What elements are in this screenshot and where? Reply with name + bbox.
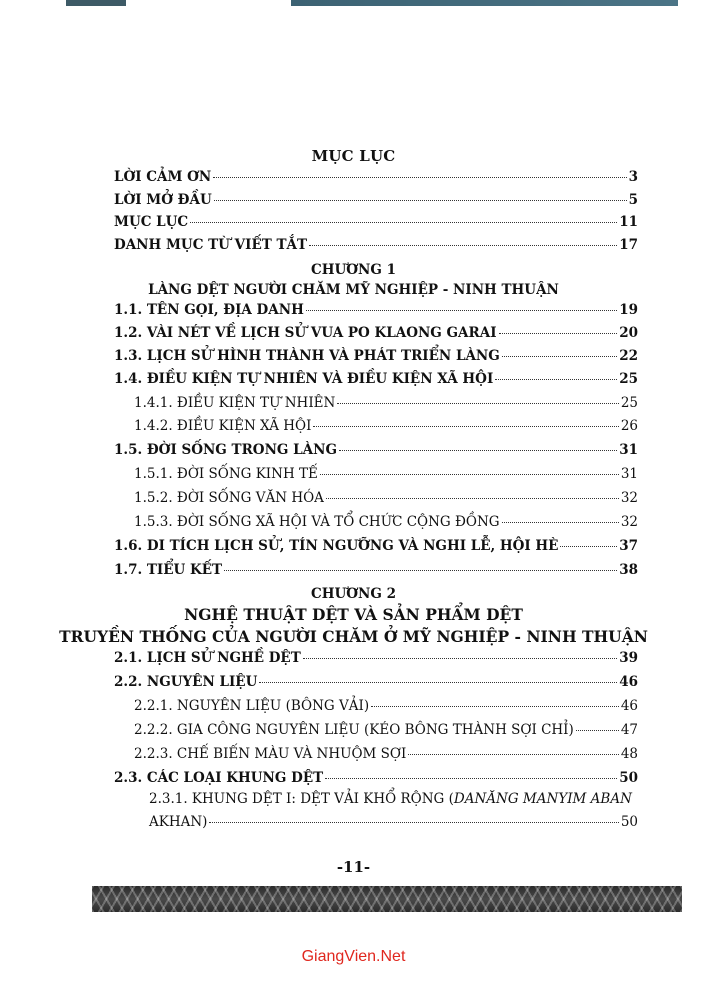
- dot-leader: [259, 682, 617, 683]
- toc-entry-1-1[interactable]: [114, 302, 638, 324]
- toc-entry-page: 37: [619, 538, 638, 554]
- toc-entry-page: 22: [619, 348, 638, 364]
- toc-entry-1-5[interactable]: [114, 442, 638, 464]
- toc-entry-page: 25: [619, 371, 638, 387]
- toc-entry-label: 1.5. ĐỜI SỐNG TRONG LÀNG: [114, 442, 337, 458]
- toc-entry-loi-mo-dau[interactable]: [114, 192, 638, 214]
- dot-leader: [313, 426, 618, 427]
- toc-entry-2-2-1[interactable]: [134, 698, 638, 720]
- chapter-1-heading: CHƯƠNG 1: [311, 262, 396, 278]
- toc-entry-1-4[interactable]: [114, 371, 638, 393]
- toc-entry-page: 50: [619, 770, 638, 786]
- page-number: -11-: [336, 858, 371, 876]
- toc-entry-page: 32: [620, 490, 638, 506]
- toc-entry-label: 1.1. TÊN GỌI, ĐỊA DANH: [114, 302, 304, 318]
- dot-leader: [325, 778, 617, 779]
- toc-entry-label: LỜI CẢM ƠN: [114, 169, 212, 185]
- footer-woven-pattern-band: [92, 886, 682, 912]
- toc-entry-page: 3: [628, 169, 638, 185]
- dot-leader: [213, 177, 626, 178]
- dot-leader: [303, 658, 617, 659]
- chapter-2-heading: CHƯƠNG 2: [311, 586, 396, 602]
- toc-entry-label: 2.1. LỊCH SỬ NGHỀ DỆT: [114, 650, 301, 666]
- toc-entry-page: 39: [619, 650, 638, 666]
- toc-entry-label: 1.5.2. ĐỜI SỐNG VĂN HÓA: [134, 490, 324, 506]
- dot-leader: [576, 730, 619, 731]
- dot-leader: [337, 403, 618, 404]
- toc-entry-label: 2.2.1. NGUYÊN LIỆU (BÔNG VẢI): [134, 698, 370, 714]
- toc-entry-2-3[interactable]: [114, 770, 638, 792]
- toc-entry-label: 1.3. LỊCH SỬ HÌNH THÀNH VÀ PHÁT TRIỂN LÀNG: [114, 348, 500, 364]
- toc-entry-2-2[interactable]: [114, 674, 638, 696]
- dot-leader: [209, 822, 618, 823]
- toc-entry-2-3-1-line1[interactable]: [149, 791, 632, 807]
- toc-entry-label-italic: DANĂNG MANYIM ABAN: [453, 791, 632, 807]
- toc-entry-2-2-2[interactable]: [134, 722, 638, 744]
- toc-entry-1-4-1[interactable]: [134, 395, 638, 417]
- toc-entry-label: 1.5.3. ĐỜI SỐNG XÃ HỘI VÀ TỔ CHỨC CỘNG ĐỒNG: [134, 514, 500, 530]
- toc-entry-label: 1.6. DI TÍCH LỊCH SỬ, TÍN NGƯỠNG VÀ NGHI LỄ, HỘI HÈ: [114, 538, 559, 554]
- dot-leader: [339, 450, 617, 451]
- toc-entry-page: 19: [619, 302, 638, 318]
- dot-leader: [499, 333, 618, 334]
- toc-entry-label: 2.3. CÁC LOẠI KHUNG DỆT: [114, 770, 324, 786]
- dot-leader: [190, 222, 617, 223]
- toc-entry-label: 2.2. NGUYÊN LIỆU: [114, 674, 258, 690]
- toc-entry-label: DANH MỤC TỪ VIẾT TẮT: [114, 237, 308, 253]
- watermark-text: GiangVien.Net: [301, 948, 406, 965]
- toc-entry-1-5-1[interactable]: [134, 466, 638, 488]
- dot-leader: [309, 245, 617, 246]
- toc-entry-page: 46: [620, 698, 638, 714]
- toc-entry-page: 25: [620, 395, 638, 411]
- toc-entry-danh-muc-tu-viet-tat[interactable]: [114, 237, 638, 259]
- toc-entry-page: 11: [619, 214, 638, 230]
- toc-entry-page: 5: [628, 192, 638, 208]
- toc-entry-label: 1.2. VÀI NÉT VỀ LỊCH SỬ VUA PO KLAONG GARAI: [114, 325, 497, 341]
- toc-entry-page: 32: [620, 514, 638, 530]
- top-decorative-band: [66, 0, 678, 6]
- toc-entry-label: 1.4. ĐIỀU KIỆN TỰ NHIÊN VÀ ĐIỀU KIỆN XÃ HỘI: [114, 371, 494, 387]
- dot-leader: [502, 522, 619, 523]
- toc-entry-page: 38: [619, 562, 638, 578]
- dot-leader: [320, 474, 619, 475]
- toc-entry-page: 31: [620, 466, 638, 482]
- toc-entry-1-4-2[interactable]: [134, 418, 638, 440]
- chapter-2-title-line2: TRUYỀN THỐNG CỦA NGƯỜI CHĂM Ở MỸ NGHIỆP - NINH THUẬN: [59, 627, 648, 646]
- toc-entry-page: 50: [620, 814, 638, 830]
- toc-entry-label-part2: AKHAN): [149, 814, 208, 830]
- toc-entry-1-5-2[interactable]: [134, 490, 638, 512]
- toc-entry-page: 17: [619, 237, 638, 253]
- toc-entry-label-part1: 2.3.1. KHUNG DỆT I: DỆT VẢI KHỔ RỘNG (: [149, 791, 454, 807]
- dot-leader: [502, 356, 617, 357]
- dot-leader: [306, 310, 617, 311]
- chapter-2-title-line1: NGHỆ THUẬT DỆT VÀ SẢN PHẨM DỆT: [184, 605, 523, 624]
- dot-leader: [214, 200, 627, 201]
- dot-leader: [408, 754, 619, 755]
- dot-leader: [371, 706, 619, 707]
- toc-entry-1-2[interactable]: [114, 325, 638, 347]
- toc-entry-label: 1.4.2. ĐIỀU KIỆN XÃ HỘI: [134, 418, 312, 434]
- dot-leader: [326, 498, 619, 499]
- toc-entry-page: 20: [619, 325, 638, 341]
- toc-entry-page: 48: [620, 746, 638, 762]
- dot-leader: [224, 570, 617, 571]
- toc-entry-page: 31: [619, 442, 638, 458]
- dot-leader: [495, 379, 617, 380]
- toc-entry-label: 1.5.1. ĐỜI SỐNG KINH TẾ: [134, 466, 318, 482]
- toc-entry-page: 47: [620, 722, 638, 738]
- toc-entry-loi-cam-on[interactable]: [114, 169, 638, 191]
- toc-entry-2-1[interactable]: [114, 650, 638, 672]
- toc-entry-2-2-3[interactable]: [134, 746, 638, 768]
- toc-entry-muc-luc[interactable]: [114, 214, 638, 236]
- toc-entry-1-7[interactable]: [114, 562, 638, 584]
- toc-entry-label: LỜI MỞ ĐẦU: [114, 192, 212, 208]
- toc-entry-page: 46: [619, 674, 638, 690]
- toc-entry-label: MỤC LỤC: [114, 214, 189, 230]
- page-title: MỤC LỤC: [311, 147, 396, 165]
- toc-entry-label: 2.2.2. GIA CÔNG NGUYÊN LIỆU (KÉO BÔNG THÀNH SỢI CHỈ): [134, 722, 574, 738]
- toc-entry-1-3[interactable]: [114, 348, 638, 370]
- toc-entry-1-6[interactable]: [114, 538, 638, 560]
- toc-entry-label: 1.4.1. ĐIỀU KIỆN TỰ NHIÊN: [134, 395, 336, 411]
- toc-entry-page: 26: [620, 418, 638, 434]
- toc-entry-label: 2.2.3. CHẾ BIẾN MÀU VÀ NHUỘM SỢI: [134, 746, 407, 762]
- toc-entry-1-5-3[interactable]: [134, 514, 638, 536]
- chapter-1-title: LÀNG DỆT NGƯỜI CHĂM MỸ NGHIỆP - NINH THUẬN: [148, 282, 559, 298]
- dot-leader: [560, 546, 617, 547]
- toc-entry-2-3-1-line2[interactable]: [149, 814, 638, 836]
- toc-entry-label: 1.7. TIỂU KẾT: [114, 562, 223, 578]
